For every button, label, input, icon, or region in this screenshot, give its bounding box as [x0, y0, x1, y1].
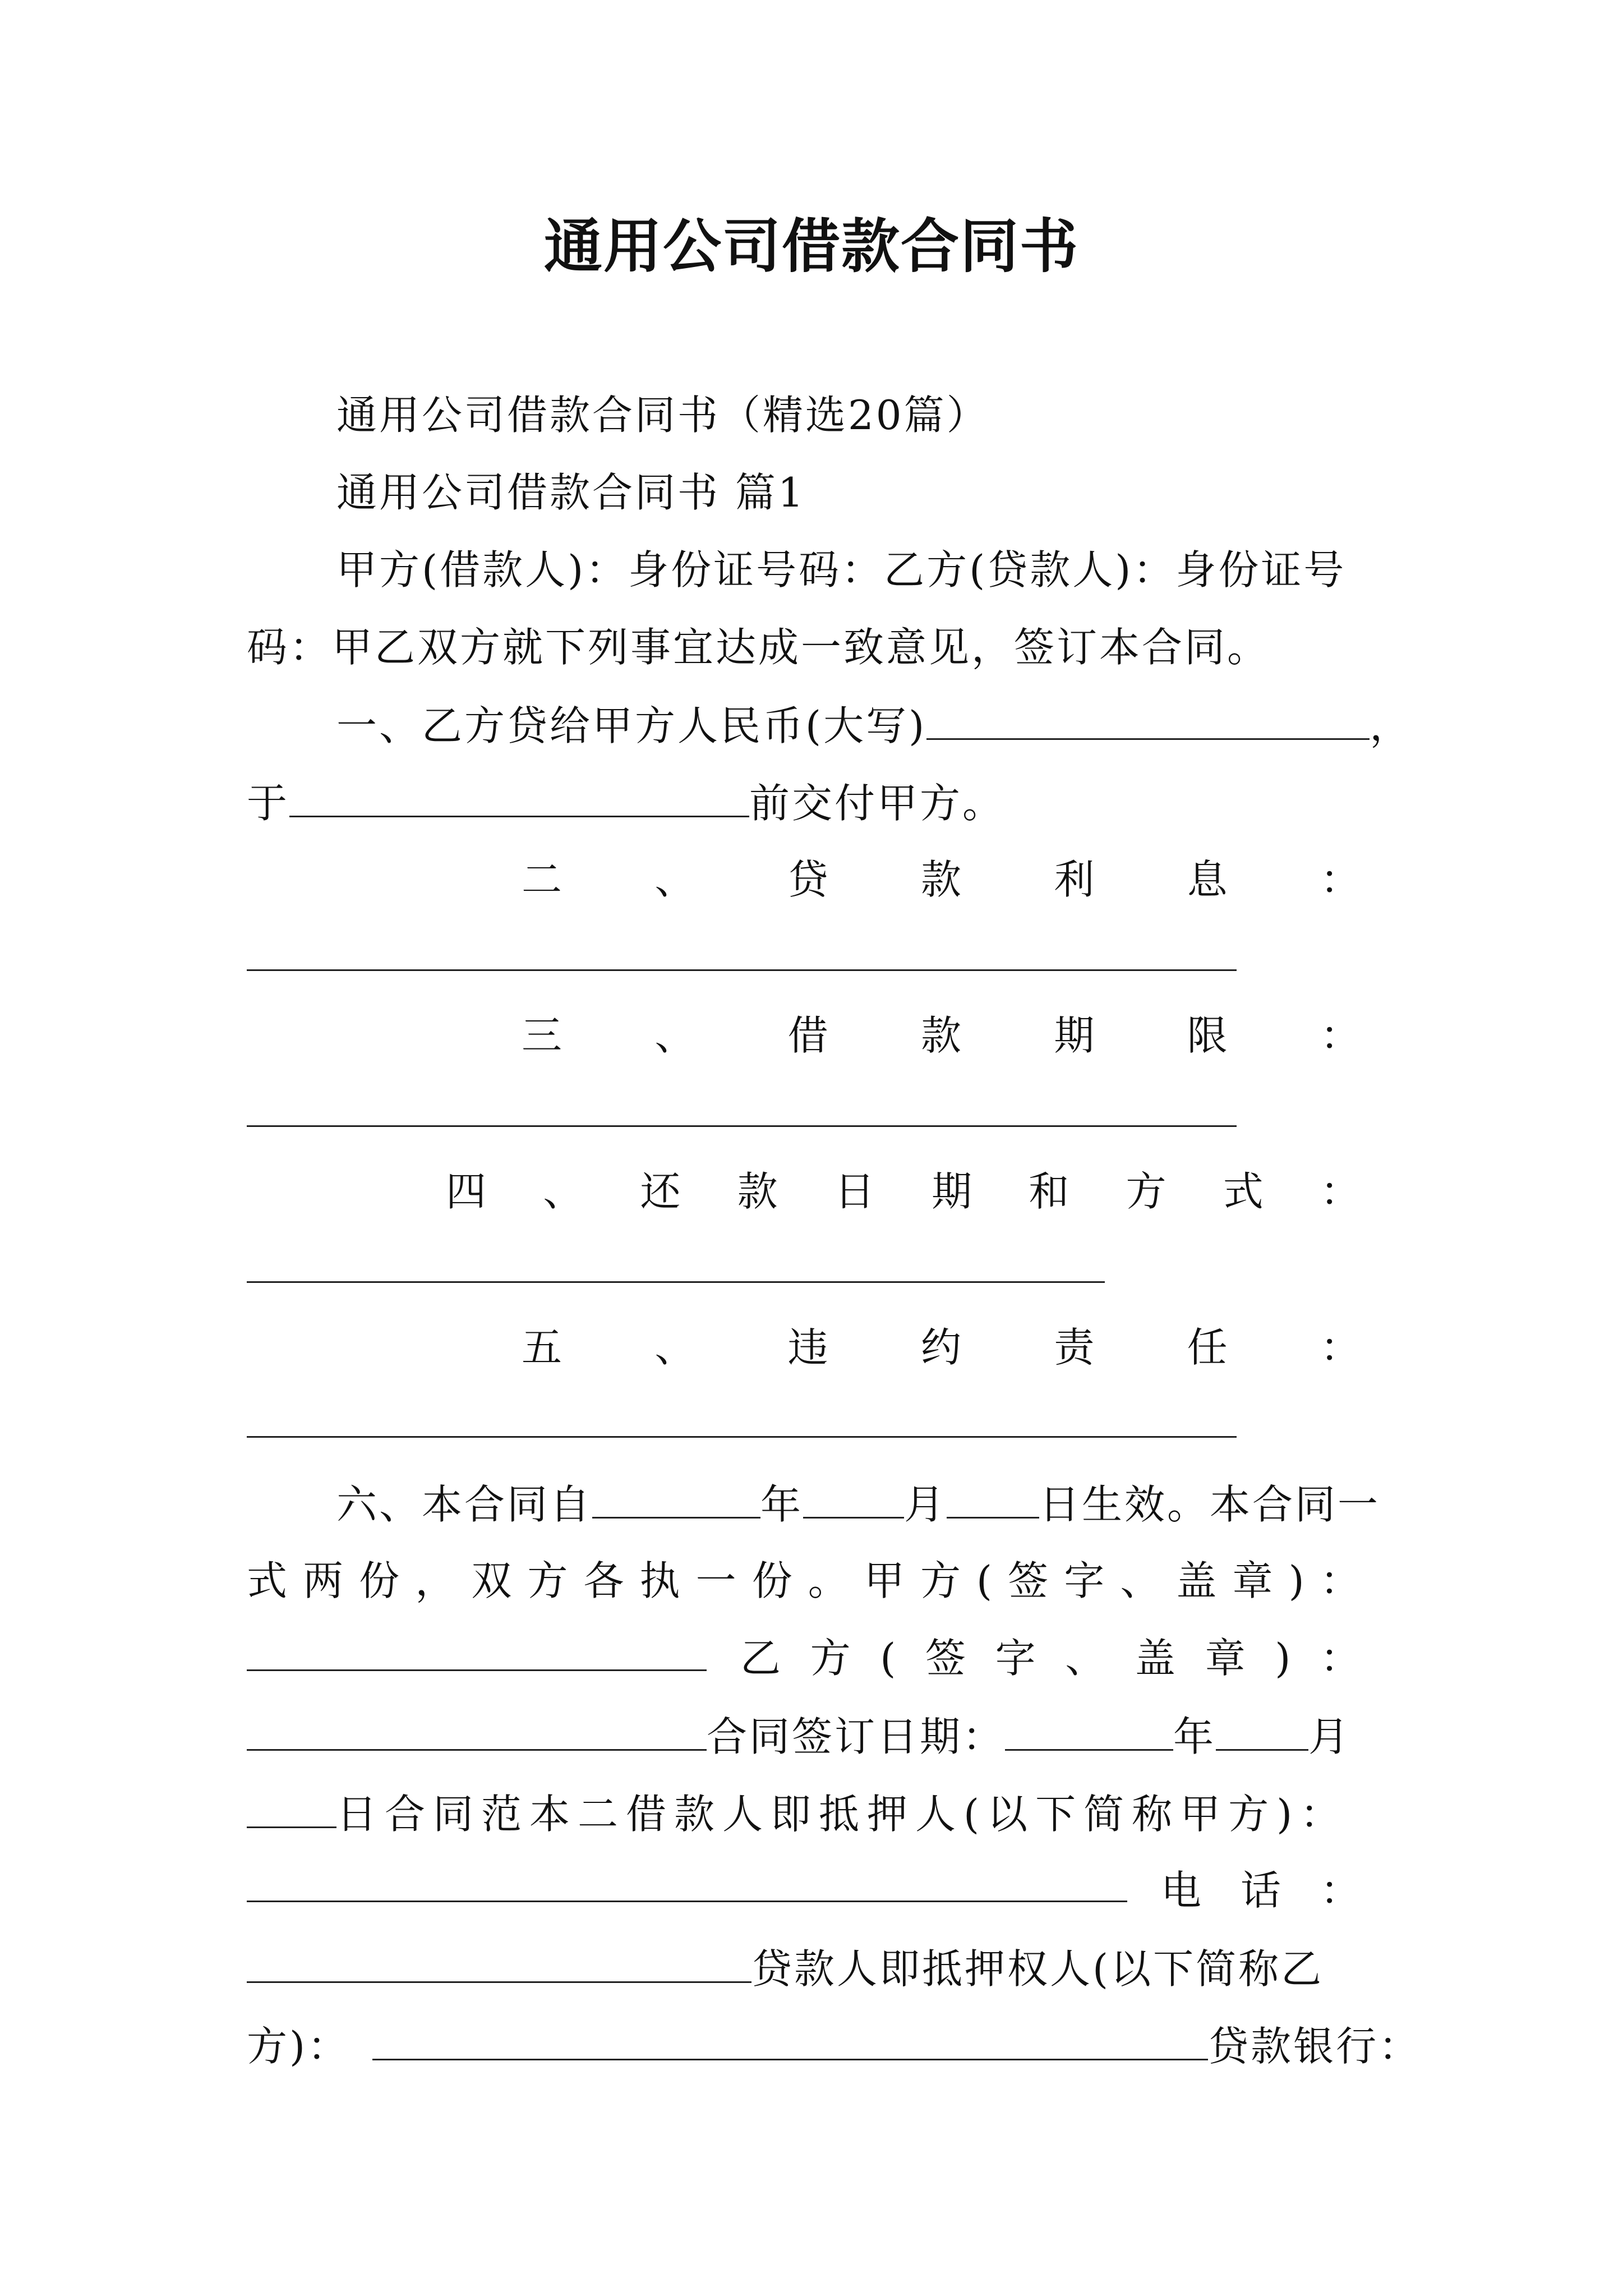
- clause-4-blank: [247, 1281, 1105, 1283]
- phone-blank: [247, 1940, 751, 1983]
- amount-blank: [926, 697, 1370, 740]
- clause-4-heading: 四 、 还 款 日 期 和 方 式 ：: [446, 1168, 1363, 1215]
- party-b-signature-blank: [247, 1708, 707, 1751]
- clause-1-line2: 于 前交付甲方。: [247, 774, 1005, 830]
- day-blank: [947, 1475, 1039, 1519]
- clause-6-line4: 合同签订日期： 年 月: [247, 1708, 1351, 1764]
- date-blank: [289, 774, 749, 817]
- month-blank: [803, 1475, 904, 1519]
- clause-2-blank: [247, 969, 1237, 971]
- clause-3-heading: 三 、 借 款 期 限 ：: [522, 1012, 1363, 1059]
- clause-6-line8: 方)： 贷款银行：: [247, 2017, 1421, 2073]
- clause-6-line5: 日合同范本二借款人即抵押人(以下简称甲方)：: [247, 1785, 1348, 1841]
- year-blank: [592, 1475, 760, 1519]
- clause-5-blank: [247, 1436, 1237, 1438]
- clause-5-heading: 五 、 违 约 责 任 ：: [522, 1324, 1363, 1371]
- sign-month-blank: [1216, 1708, 1308, 1751]
- paragraph-parties-line1: 甲方(借款人)：身份证号码：乙方(贷款人)：身份证号: [336, 546, 1347, 593]
- phone-label: 电 话 ：: [1161, 1867, 1363, 1914]
- clause-6-line3: 乙 方 ( 签 字 、 盖 章 ) ：: [740, 1635, 1363, 1682]
- sign-year-blank: [1005, 1708, 1173, 1751]
- paragraph-parties-line2: 码：甲乙双方就下列事宜达成一致意见，签订本合同。: [247, 624, 1270, 671]
- mortgagor-name-blank: [247, 1901, 1127, 1902]
- party-a-signature-blank: [247, 1669, 707, 1671]
- clause-6-line2: 式 两 份 ， 双 方 各 执 一 份 。 甲 方 ( 签 字 、 盖 章 ) ：: [247, 1557, 1363, 1604]
- mortgagee-name-blank: [372, 2017, 1208, 2060]
- clause-1-line1: 一、乙方贷给甲方人民币(大写) ，: [336, 697, 1412, 753]
- clause-3-blank: [247, 1125, 1237, 1127]
- document-title: 通用公司借款合同书: [543, 212, 1079, 280]
- subtitle: 通用公司借款合同书（精选20篇）: [336, 392, 989, 439]
- clause-6-line7: 贷款人即抵押权人(以下简称乙: [247, 1940, 1324, 1996]
- section-heading: 通用公司借款合同书 篇1: [336, 469, 806, 516]
- clause-2-heading: 二 、 贷 款 利 息 ：: [522, 856, 1363, 903]
- clause-6-line1: 六、本合同自 年 月 日生效。本合同一: [336, 1475, 1380, 1531]
- sign-day-blank: [247, 1785, 336, 1828]
